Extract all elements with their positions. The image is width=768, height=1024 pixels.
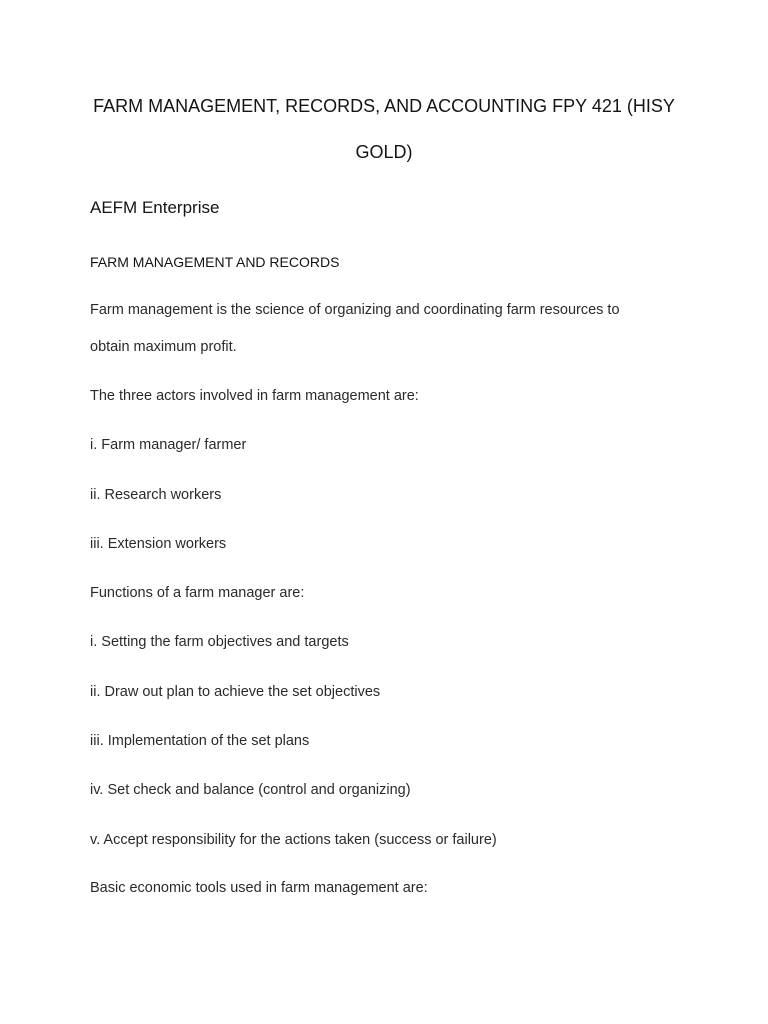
definition-line-2: obtain maximum profit. [90, 339, 237, 355]
actor-item: i. Farm manager/ farmer [90, 437, 247, 453]
definition-line-1: Farm management is the science of organizing and coordinating farm resources to [90, 302, 620, 318]
actor-item: iii. Extension workers [90, 536, 227, 552]
functions-intro: Functions of a farm manager are: [90, 585, 305, 601]
document-title-line-1: FARM MANAGEMENT, RECORDS, AND ACCOUNTING FPY 421 (HISY [93, 96, 675, 116]
function-item: iii. Implementation of the set plans [90, 733, 310, 749]
actor-item: ii. Research workers [90, 487, 222, 503]
function-item: ii. Draw out plan to achieve the set objectives [90, 684, 381, 700]
enterprise-subtitle: AEFM Enterprise [90, 198, 220, 217]
function-item: iv. Set check and balance (control and organizing) [90, 782, 411, 798]
function-item: i. Setting the farm objectives and targets [90, 634, 349, 650]
function-item: v. Accept responsibility for the actions taken (success or failure) [90, 832, 497, 848]
tools-intro: Basic economic tools used in farm management are: [90, 880, 428, 896]
document-title-line-2: GOLD) [355, 142, 413, 162]
actors-intro: The three actors involved in farm management are: [90, 388, 419, 404]
section-heading: FARM MANAGEMENT AND RECORDS [90, 254, 340, 270]
